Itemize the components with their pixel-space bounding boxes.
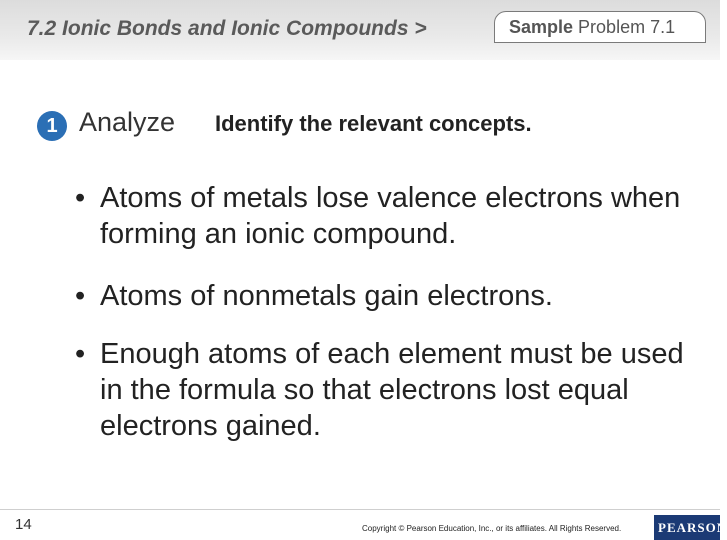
footer-divider xyxy=(0,509,720,510)
step-title: Analyze xyxy=(79,107,176,137)
pearson-logo-text: PEARSON xyxy=(658,520,727,535)
bullet-text: Enough atoms of each element must be used in the formula so that electrons lost equal electrons gained. xyxy=(100,338,684,442)
bullet-icon: • xyxy=(75,182,86,214)
sample-bold-label: Sample xyxy=(509,17,574,37)
bullet-text: Atoms of metals lose valence electrons when forming an ionic compound. xyxy=(100,182,681,250)
bullet-item xyxy=(75,278,695,314)
pearson-logo xyxy=(654,515,727,540)
sample-number-label: Problem 7.1 xyxy=(578,17,676,37)
page-number: 14 xyxy=(15,516,32,533)
bullet-item xyxy=(75,180,695,252)
slide-header xyxy=(0,0,720,60)
bullet-text: Atoms of nonmetals gain electrons. xyxy=(100,280,553,312)
copyright-notice: Copyright © Pearson Education, Inc., or its affiliates. All Rights Reserved. xyxy=(362,524,622,533)
step-description: Identify the relevant concepts. xyxy=(215,111,532,136)
bullet-icon: • xyxy=(75,280,86,312)
sample-problem-tab xyxy=(494,11,706,43)
bullet-item xyxy=(75,336,695,444)
step-number-badge: 1 xyxy=(37,111,67,141)
bullet-icon: • xyxy=(75,338,86,370)
sample-problem-label xyxy=(509,17,675,38)
section-title: 7.2 Ionic Bonds and Ionic Compounds > xyxy=(27,17,427,40)
